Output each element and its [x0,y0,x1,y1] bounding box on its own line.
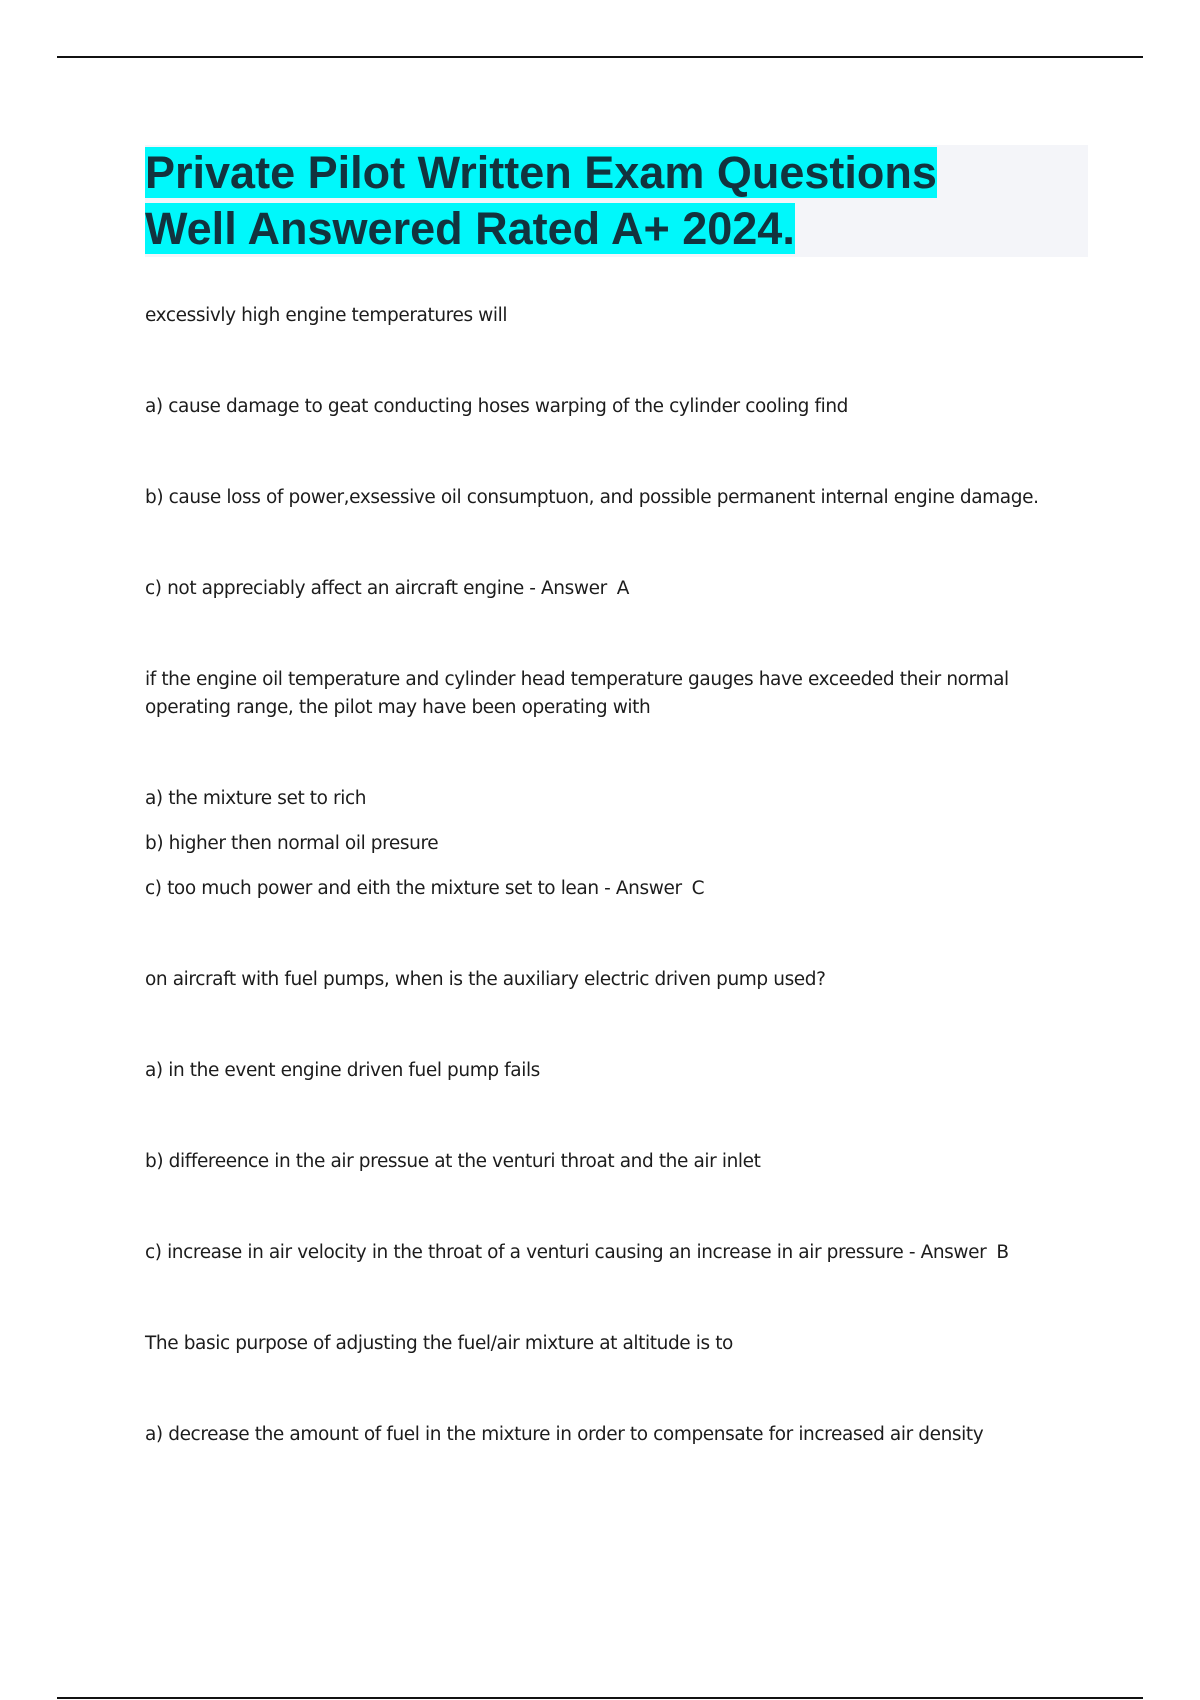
question-3: on aircraft with fuel pumps, when is the auxiliary electric driven pump used? [145,969,826,990]
bottom-rule [57,1697,1143,1699]
top-rule [57,56,1143,58]
question-1-option-c [145,575,629,603]
question-3-option-c [145,1239,1009,1267]
question-1-option-a: a) cause damage to geat conducting hoses warping of the cylinder cooling find [145,396,848,417]
title-line-1: Private Pilot Written Exam Questions [145,147,937,198]
question-2: if the engine oil temperature and cylinder head temperature gauges have exceeded their normal operating range, the pilot may have been operating with [145,669,1009,718]
answer-letter: C [691,878,705,899]
title-block [145,145,1088,257]
question-3-option-b: b) differeence in the air pressue at the venturi throat and the air inlet [145,1151,761,1172]
document-title [145,145,1088,257]
option-text: c) increase in air velocity in the throat of a venturi causing an increase in air pressure - Answer [145,1242,987,1263]
question-2-option-b: b) higher then normal oil presure [145,833,439,854]
answer-letter: A [616,578,630,599]
answer-letter: B [996,1242,1009,1263]
question-4-option-a: a) decrease the amount of fuel in the mixture in order to compensate for increased air density [145,1424,984,1445]
question-1-option-b: b) cause loss of power,exsessive oil consumptuon, and possible permanent internal engine damage. [145,487,1039,508]
option-text: c) too much power and eith the mixture set to lean - Answer [145,878,682,899]
option-text: c) not appreciably affect an aircraft engine - Answer [145,578,607,599]
title-line-2: Well Answered Rated A+ 2024. [145,203,795,254]
question-1: excessivly high engine temperatures will [145,305,508,326]
question-2-option-c [145,875,704,903]
question-4: The basic purpose of adjusting the fuel/air mixture at altitude is to [145,1333,733,1354]
question-3-option-a: a) in the event engine driven fuel pump fails [145,1060,540,1081]
question-2-option-a: a) the mixture set to rich [145,788,367,809]
